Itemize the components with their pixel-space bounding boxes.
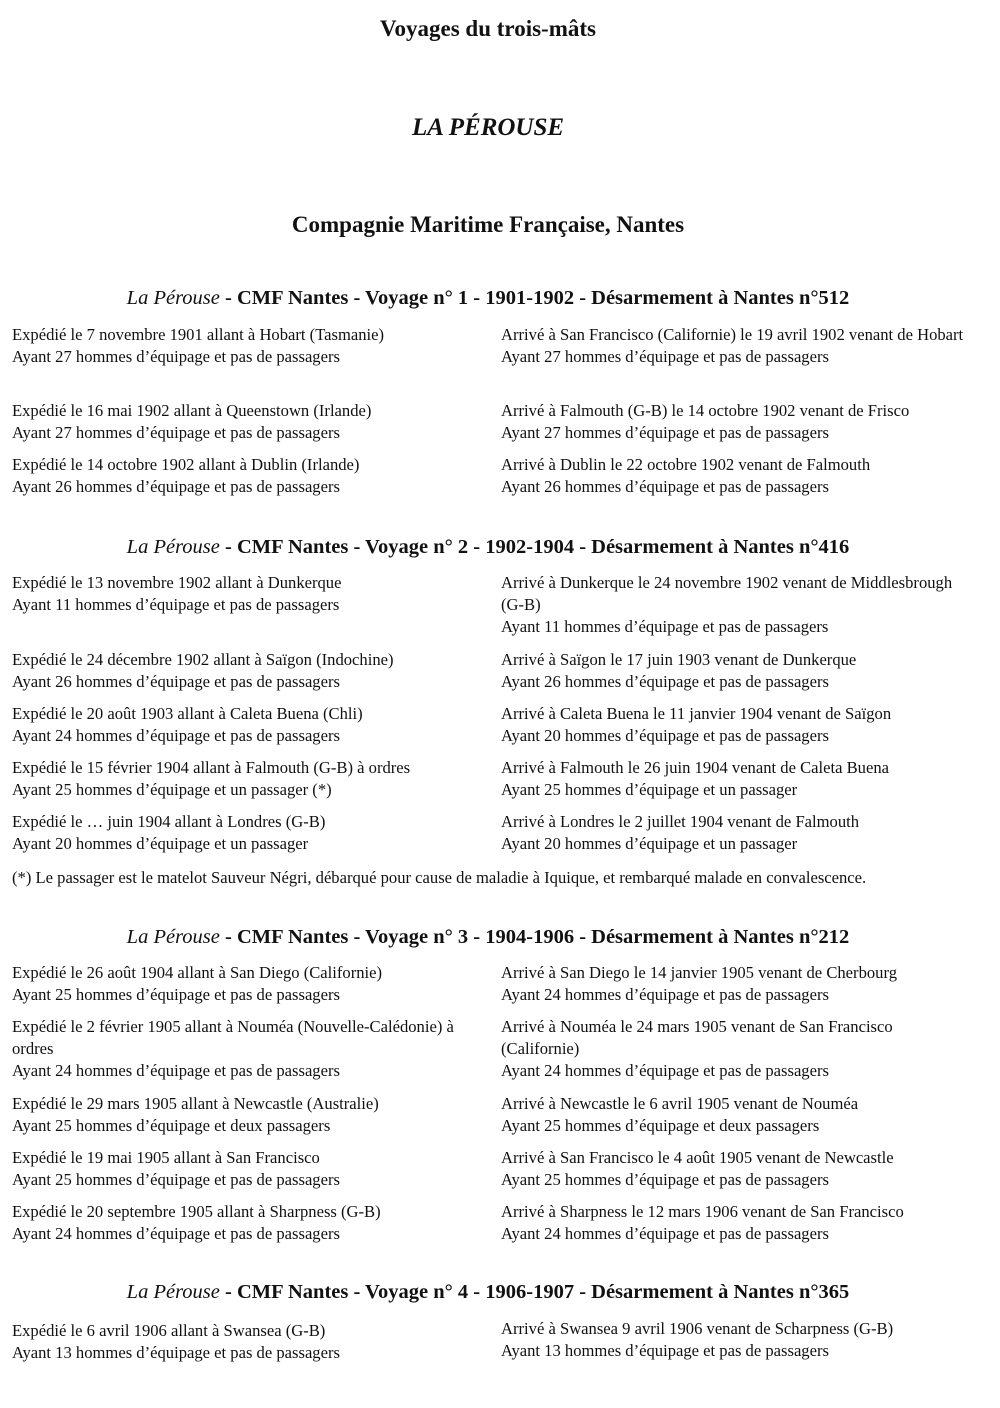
departure-entry [12, 572, 482, 616]
voyage-4-heading [0, 1281, 976, 1304]
crew-line: Ayant 24 hommes d’équipage et pas de passagers [501, 1223, 829, 1243]
arrival-line: Arrivé à San Diego le 14 janvier 1905 venant de Cherbourg [501, 963, 897, 982]
crew-line: Ayant 26 hommes d’équipage et pas de passagers [12, 671, 340, 691]
departure-line: Expédié le 20 septembre 1905 allant à Sharpness (G-B) [12, 1202, 381, 1221]
arrival-line: Arrivé à Caleta Buena le 11 janvier 1904 venant de Saïgon [501, 704, 892, 723]
arrival-line: Arrivé à Londres le 2 juillet 1904 venant de Falmouth [501, 812, 860, 831]
crew-line: Ayant 20 hommes d’équipage et un passager [12, 833, 309, 853]
arrival-entry [501, 572, 971, 637]
departure-entry [12, 1093, 482, 1137]
ship-name-title: LA PÉROUSE [411, 114, 565, 141]
crew-line: Ayant 24 hommes d’équipage et pas de passagers [501, 1060, 829, 1080]
arrival-entry [501, 454, 971, 498]
arrival-line: Arrivé à Sharpness le 12 mars 1906 venant de San Francisco [501, 1202, 904, 1221]
departure-line: Expédié le 6 avril 1906 allant à Swansea (G-B) [12, 1321, 326, 1340]
crew-line: Ayant 25 hommes d’équipage et pas de passagers [12, 1169, 340, 1189]
departure-entry [12, 703, 482, 747]
arrival-line: Arrivé à Saïgon le 17 juin 1903 venant de Dunkerque [501, 650, 857, 669]
departure-entry [12, 962, 482, 1006]
departure-line: Expédié le 24 décembre 1902 allant à Saïgon (Indochine) [12, 650, 394, 669]
departure-entry [12, 1147, 482, 1191]
arrival-line: Arrivé à Swansea 9 avril 1906 venant de Scharpness (G-B) [501, 1319, 894, 1338]
departure-line: Expédié le 16 mai 1902 allant à Queenstown (Irlande) [12, 401, 372, 420]
voyage-ship-name: La Pérouse [126, 536, 220, 558]
departure-entry [12, 1320, 482, 1364]
voyage-details: - CMF Nantes - Voyage n° 1 - 1901-1902 - Désarmement à Nantes n°512 [219, 287, 850, 309]
departure-line: Expédié le 20 août 1903 allant à Caleta Buena (Chli) [12, 704, 363, 723]
crew-line: Ayant 25 hommes d’équipage et deux passagers [12, 1115, 331, 1135]
arrival-entry [501, 757, 971, 801]
arrival-entry [501, 324, 971, 368]
voyage-details: - CMF Nantes - Voyage n° 3 - 1904-1906 - Désarmement à Nantes n°212 [219, 926, 850, 948]
company-title: Compagnie Maritime Française, Nantes [291, 212, 685, 237]
arrival-line: Arrivé à Dublin le 22 octobre 1902 venant de Falmouth [501, 455, 871, 474]
crew-line: Ayant 24 hommes d’équipage et pas de passagers [12, 1223, 340, 1243]
departure-entry [12, 1016, 482, 1081]
voyage-ship-name: La Pérouse [126, 287, 220, 309]
voyage-2-heading [0, 536, 976, 559]
departure-entry [12, 1201, 482, 1245]
crew-line: Ayant 11 hommes d’équipage et pas de passagers [501, 616, 829, 636]
arrival-entry [501, 962, 971, 1006]
crew-line: Ayant 20 hommes d’équipage et pas de passagers [501, 725, 829, 745]
arrival-entry [501, 1201, 971, 1245]
departure-line: Expédié le 26 août 1904 allant à San Diego (Californie) [12, 963, 383, 982]
crew-line: Ayant 27 hommes d’équipage et pas de passagers [501, 422, 829, 442]
crew-line: Ayant 26 hommes d’équipage et pas de passagers [12, 476, 340, 496]
crew-line: Ayant 24 hommes d’équipage et pas de passagers [501, 984, 829, 1004]
crew-line: Ayant 25 hommes d’équipage et pas de passagers [501, 1169, 829, 1189]
arrival-entry [501, 649, 971, 693]
voyage-1-heading [0, 287, 976, 310]
crew-line: Ayant 27 hommes d’équipage et pas de passagers [501, 346, 829, 366]
arrival-line: Arrivé à Dunkerque le 24 novembre 1902 venant de Middlesbrough (G-B) [501, 573, 953, 614]
arrival-line: Arrivé à Nouméa le 24 mars 1905 venant de San Francisco (Californie) [501, 1017, 893, 1058]
voyage-3-heading [0, 926, 976, 949]
arrival-line: Arrivé à Falmouth (G-B) le 14 octobre 1902 venant de Frisco [501, 401, 910, 420]
crew-line: Ayant 25 hommes d’équipage et un passager [501, 779, 798, 799]
voyage-details: - CMF Nantes - Voyage n° 2 - 1902-1904 - Désarmement à Nantes n°416 [219, 536, 850, 558]
arrival-line: Arrivé à San Francisco (Californie) le 19 avril 1902 venant de Hobart [501, 325, 964, 344]
departure-line: Expédié le 2 février 1905 allant à Nouméa (Nouvelle-Calédonie) à ordres [12, 1017, 454, 1058]
arrival-line: Arrivé à San Francisco le 4 août 1905 venant de Newcastle [501, 1148, 894, 1167]
crew-line: Ayant 25 hommes d’équipage et pas de passagers [12, 984, 340, 1004]
crew-line: Ayant 24 hommes d’équipage et pas de passagers [12, 725, 340, 745]
departure-line: Expédié le … juin 1904 allant à Londres (G-B) [12, 812, 326, 831]
footnote: (*) Le passager est le matelot Sauveur Négri, débarqué pour cause de maladie à Iquique, et rembarqué malade en convalescence. [12, 868, 867, 887]
crew-line: Ayant 13 hommes d’équipage et pas de passagers [12, 1342, 340, 1362]
arrival-entry [501, 400, 971, 444]
crew-line: Ayant 26 hommes d’équipage et pas de passagers [501, 671, 829, 691]
departure-entry [12, 454, 482, 498]
voyage-ship-name: La Pérouse [126, 926, 220, 948]
departure-entry [12, 757, 482, 801]
arrival-entry [501, 1016, 971, 1081]
crew-line: Ayant 26 hommes d’équipage et pas de passagers [501, 476, 829, 496]
departure-entry [12, 400, 482, 444]
arrival-entry [501, 1147, 971, 1191]
departure-line: Expédié le 15 février 1904 allant à Falmouth (G-B) à ordres [12, 758, 411, 777]
crew-line: Ayant 27 hommes d’équipage et pas de passagers [12, 422, 340, 442]
departure-entry [12, 649, 482, 693]
crew-line: Ayant 25 hommes d’équipage et deux passagers [501, 1115, 820, 1135]
arrival-entry [501, 811, 971, 855]
crew-line: Ayant 27 hommes d’équipage et pas de passagers [12, 346, 340, 366]
crew-line: Ayant 25 hommes d’équipage et un passager (*) [12, 779, 332, 799]
departure-line: Expédié le 19 mai 1905 allant à San Francisco [12, 1148, 320, 1167]
document-title: Voyages du trois-mâts [380, 16, 596, 41]
departure-line: Expédié le 7 novembre 1901 allant à Hobart (Tasmanie) [12, 325, 385, 344]
crew-line: Ayant 20 hommes d’équipage et un passager [501, 833, 798, 853]
arrival-line: Arrivé à Newcastle le 6 avril 1905 venant de Nouméa [501, 1094, 859, 1113]
crew-line: Ayant 24 hommes d’équipage et pas de passagers [12, 1060, 340, 1080]
arrival-entry [501, 703, 971, 747]
voyage-ship-name: La Pérouse [126, 1281, 220, 1303]
crew-line: Ayant 13 hommes d’équipage et pas de passagers [501, 1340, 829, 1360]
departure-line: Expédié le 29 mars 1905 allant à Newcastle (Australie) [12, 1094, 379, 1113]
arrival-entry [501, 1093, 971, 1137]
crew-line: Ayant 11 hommes d’équipage et pas de passagers [12, 594, 340, 614]
departure-line: Expédié le 14 octobre 1902 allant à Dublin (Irlande) [12, 455, 360, 474]
departure-line: Expédié le 13 novembre 1902 allant à Dunkerque [12, 573, 342, 592]
arrival-line: Arrivé à Falmouth le 26 juin 1904 venant de Caleta Buena [501, 758, 890, 777]
departure-entry [12, 811, 482, 855]
departure-entry [12, 324, 482, 368]
arrival-entry [501, 1318, 971, 1362]
voyage-details: - CMF Nantes - Voyage n° 4 - 1906-1907 - Désarmement à Nantes n°365 [219, 1281, 850, 1303]
